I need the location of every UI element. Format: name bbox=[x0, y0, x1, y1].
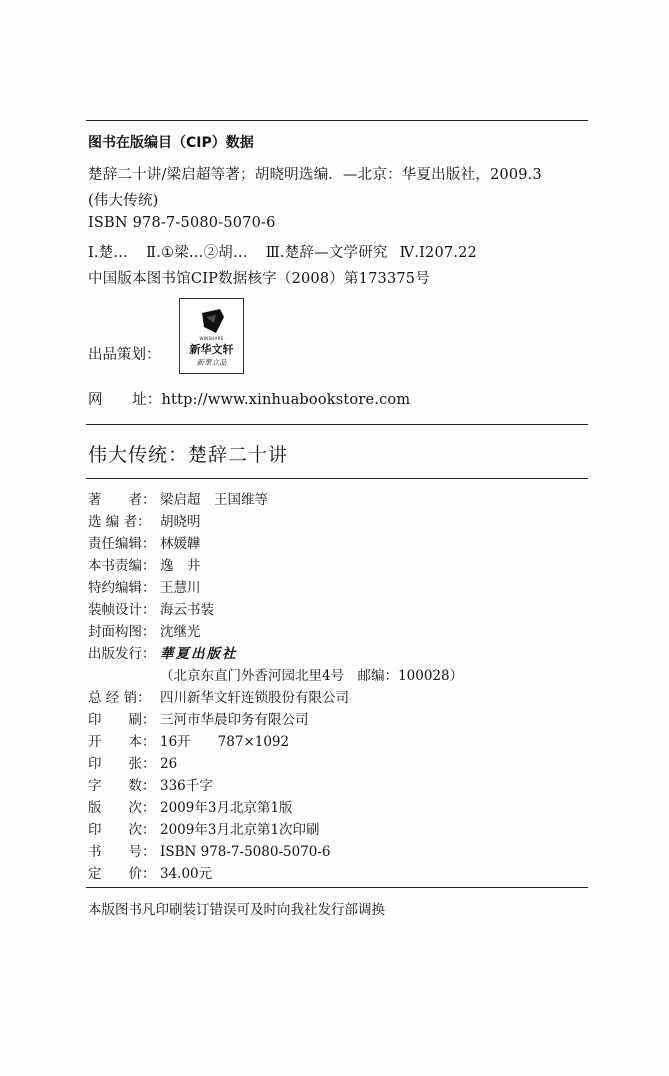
middle-rule-2 bbox=[86, 478, 588, 479]
info-row: 总 经 销： 四川新华文轩连锁股份有限公司 bbox=[88, 690, 349, 706]
info-row: 印 刷： 三河市华晨印务有限公司 bbox=[88, 712, 309, 728]
info-row: 书 号： ISBN 978-7-5080-5070-6 bbox=[88, 844, 331, 860]
logo-tagline: 新華立品 bbox=[196, 358, 227, 367]
info-row: 本书责编： 逸 井 bbox=[88, 558, 201, 574]
middle-rule-1 bbox=[86, 424, 588, 425]
producer-label: 出品策划： bbox=[88, 347, 161, 363]
info-row: 特约编辑： 王慧川 bbox=[88, 580, 201, 596]
info-row: 出版发行： 華夏出版社 bbox=[88, 646, 238, 662]
info-row: 开 本： 16开 787×1092 bbox=[88, 734, 290, 750]
cip-class-2: Ⅱ.①梁…②胡… bbox=[146, 245, 248, 261]
info-row: 责任编辑： 林媛韡 bbox=[88, 536, 201, 552]
info-row: 版 次： 2009年3月北京第1版 bbox=[88, 800, 293, 816]
top-rule bbox=[86, 120, 588, 121]
info-row: 印 张： 26 bbox=[88, 756, 178, 772]
info-row: 装帧设计： 海云书装 bbox=[88, 602, 214, 618]
logo-brand-en: WINSHARE bbox=[199, 336, 224, 341]
info-row: 选 编 者： 胡晓明 bbox=[88, 514, 201, 530]
info-row: 定 价： 34.00元 bbox=[88, 866, 213, 882]
website-label: 网 址： bbox=[88, 392, 162, 408]
winshare-logo bbox=[179, 298, 244, 374]
cip-class-1: Ⅰ.楚… bbox=[88, 245, 129, 261]
website-line bbox=[88, 388, 410, 409]
logo-brand-zh: 新华文轩 bbox=[189, 343, 234, 356]
cip-heading: 图书在版编目（CIP）数据 bbox=[88, 135, 254, 151]
cip-line-record: 中国版本图书馆CIP数据核字（2008）第173375号 bbox=[88, 271, 430, 287]
info-row: 封面构图： 沈继光 bbox=[88, 624, 201, 640]
winshare-mark-icon bbox=[198, 307, 226, 335]
website-url[interactable]: http://www.xinhuabookstore.com bbox=[161, 392, 411, 408]
info-row: 字 数： 336千字 bbox=[88, 778, 213, 794]
info-row: 著 者： 梁启超 王国维等 bbox=[88, 492, 268, 508]
cip-line-isbn: ISBN 978-7-5080-5070-6 bbox=[88, 215, 276, 231]
info-row: 印 次： 2009年3月北京第1次印刷 bbox=[88, 822, 320, 838]
cip-line-classification bbox=[88, 241, 477, 262]
cip-class-4: Ⅳ.I207.22 bbox=[399, 245, 477, 261]
cip-line-series: (伟大传统) bbox=[88, 193, 159, 209]
cip-class-3: Ⅲ.楚辞—文学研究 bbox=[265, 245, 388, 261]
cip-line-title: 楚辞二十讲/梁启超等著；胡晓明选编．—北京：华夏出版社，2009.3 bbox=[88, 167, 542, 183]
footer-note: 本版图书凡印刷装订错误可及时向我社发行部调换 bbox=[88, 902, 385, 918]
info-row: （北京东直门外香河园北里4号 邮编：100028） bbox=[160, 668, 464, 684]
book-title: 伟大传统：楚辞二十讲 bbox=[88, 444, 289, 466]
bottom-rule bbox=[86, 887, 588, 888]
